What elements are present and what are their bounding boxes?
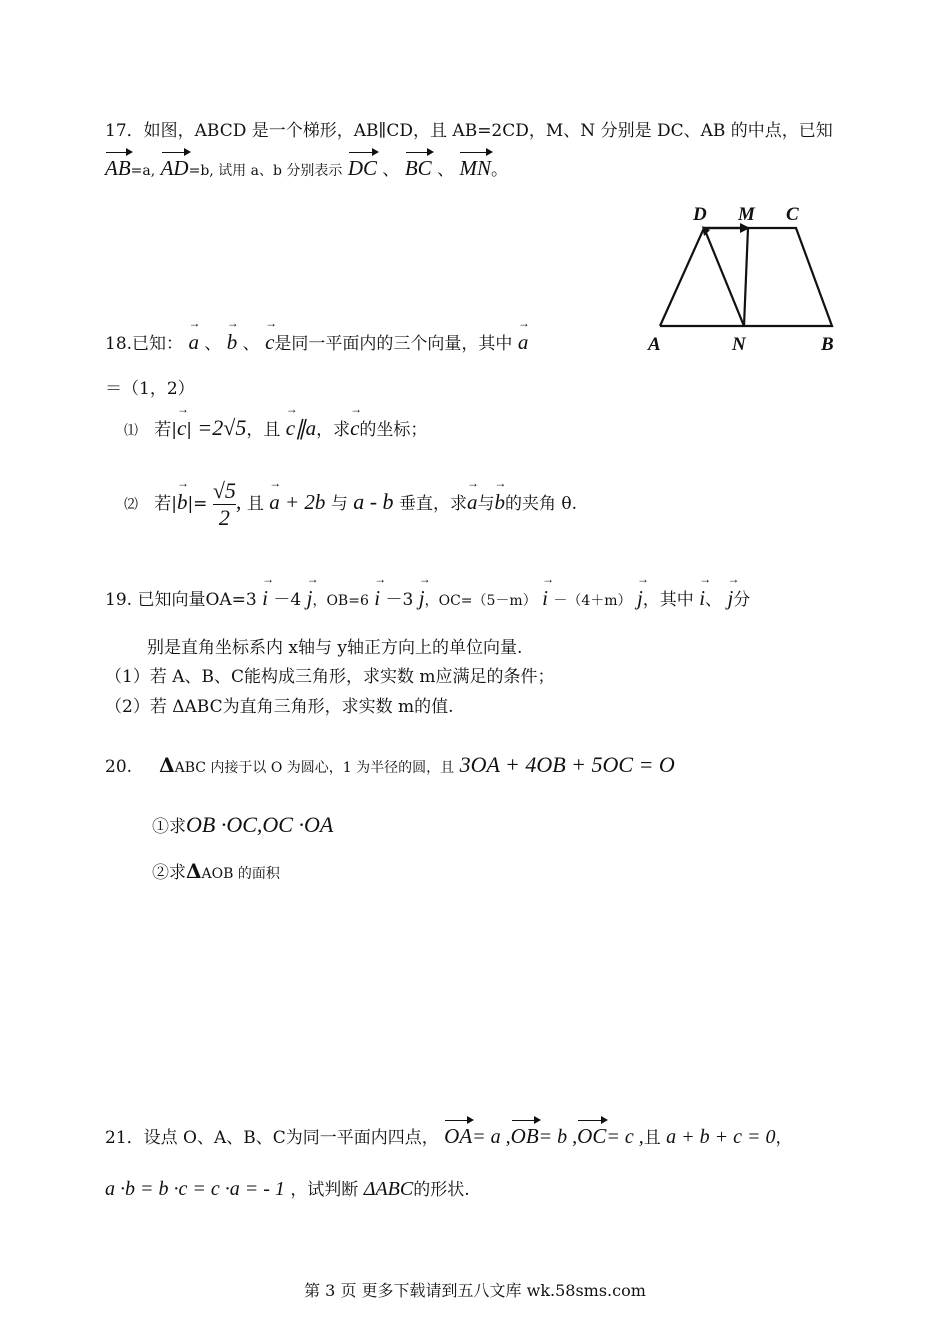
q18-p2-num: ⑵	[124, 497, 138, 513]
q20-p2-text: AOB 的面积	[201, 866, 280, 882]
vector-b3: → b	[494, 482, 505, 515]
vector-a3: → a	[467, 482, 478, 515]
label-d: D	[693, 204, 707, 225]
q18-line1	[105, 322, 528, 355]
q17-line2	[105, 150, 508, 181]
q21-triangle: ΔABC	[363, 1178, 414, 1200]
q21-end: 的形状.	[413, 1180, 470, 1200]
vector-mn: MN	[459, 150, 491, 181]
label-m: M	[738, 204, 755, 225]
vector-a: → a	[188, 322, 199, 355]
q21-line1	[105, 1118, 793, 1149]
unit-i-4: → i	[699, 578, 705, 611]
label-c: C	[786, 204, 799, 225]
triangle-symbol-2: Δ	[186, 859, 202, 883]
q18-sep1: 、	[204, 334, 222, 354]
q21-line2	[105, 1175, 470, 1201]
vector-c: → c	[265, 322, 274, 355]
vector-b: → b	[227, 322, 238, 355]
q18-p2-abs: |=	[187, 494, 208, 514]
q20-part2	[152, 858, 280, 883]
unit-j-2: → j	[419, 578, 425, 611]
q21-sum: a + b + c = 0	[666, 1126, 776, 1148]
q18-p1-if: 若|	[154, 420, 177, 440]
q17-sep1: 、	[382, 160, 400, 180]
unit-j-3: → j	[637, 578, 643, 611]
vector-ab: AB	[105, 150, 131, 181]
q18-part1	[124, 408, 427, 441]
q18-p2-with2: 与	[477, 494, 495, 514]
segment-mn	[744, 228, 748, 326]
unit-i-1: → i	[262, 578, 268, 611]
q18-p1-end: 的坐标；	[359, 420, 428, 440]
vector-b-abs: → b	[177, 482, 188, 515]
label-n: N	[732, 334, 746, 355]
unit-j-4: → j	[727, 578, 733, 611]
q18-line2: ＝（1，2）	[105, 379, 195, 399]
trapezoid-figure	[640, 200, 850, 360]
q18-p1-and: ，且	[246, 420, 281, 440]
q18-p1-val: =2√5	[197, 415, 247, 440]
q20-num: 20.	[105, 757, 133, 777]
q18-text: 是同一平面内的三个向量，其中	[274, 334, 513, 354]
q19-sep: 、	[705, 590, 723, 610]
q20-text: ABC 内接于以 O 为圆心，1 为半径的圆，且	[174, 760, 455, 776]
q21-judge: ，试判断	[290, 1180, 359, 1200]
q18-p2-comma: ,	[235, 489, 242, 514]
q20-part1	[152, 812, 333, 838]
q19-m4: －4	[273, 590, 302, 610]
q17-end: 。	[490, 160, 508, 180]
unit-i-2: → i	[374, 578, 380, 611]
q18-lead: 18.已知：	[105, 334, 184, 354]
q20-p1-expr: OB ·OC,OC ·OA	[186, 812, 334, 837]
q18-sep2: 、	[242, 334, 260, 354]
vector-c3: → c	[350, 408, 359, 441]
q18-p2-end: 的夹角 θ.	[504, 494, 577, 514]
unit-i-3: → i	[542, 578, 548, 611]
q19-ob: ，OB=6	[312, 593, 369, 609]
q20-equation: 3OA + 4OB + 5OC = O	[459, 752, 675, 777]
q19-oc: ，OC=（5－m）	[424, 593, 537, 609]
q21-comma: ，	[775, 1128, 793, 1148]
q18-p1-abs: |	[186, 420, 193, 440]
q18-p1-ask: ，求	[316, 420, 351, 440]
q18-p1-num: ⑴	[124, 423, 138, 439]
q21-eq-a: = a ,	[472, 1126, 511, 1148]
unit-j-1: → j	[307, 578, 313, 611]
q20-p1-label: ①求	[152, 817, 186, 837]
q19-m4m: －（4＋m）	[553, 593, 632, 609]
label-a: A	[648, 334, 661, 355]
q21-dot-products: a ·b = b ·c = c ·a = - 1	[105, 1178, 285, 1200]
q17-eq-a: =a,	[130, 163, 156, 179]
q17-line1: 17．如图，ABCD 是一个梯形，AB∥CD，且 AB=2CD，M、N 分别是 DC、AB 的中点，已知	[105, 121, 833, 141]
q18-p2-with: 与	[330, 494, 348, 514]
vector-parallel: → c∥a	[286, 408, 316, 441]
q18-part2	[124, 478, 577, 531]
segment-dn	[704, 228, 744, 326]
q19-line2: 别是直角坐标系内 x轴与 y轴正方向上的单位向量.	[147, 638, 523, 658]
q18-p2-if: 若|	[154, 494, 177, 514]
q19-where: ，其中	[642, 590, 694, 610]
vector-c-abs: → c	[177, 408, 186, 441]
fraction-den: 2	[218, 505, 230, 530]
fraction-sqrt5-over-2	[213, 478, 236, 531]
page-footer: 第 3 页 更多下载请到五八文库 wk.58sms.com	[304, 1281, 646, 1300]
expr-a-minus-b: a - b	[353, 489, 394, 514]
q21-lead: 21．设点 O、A、B、C为同一平面内四点，	[105, 1128, 439, 1148]
vector-oc: OC	[577, 1118, 606, 1149]
q19-m3: －3	[385, 590, 414, 610]
q18-p2-and: 且	[246, 494, 264, 514]
triangle-symbol: Δ	[159, 753, 175, 777]
vector-a2: → a	[518, 322, 529, 355]
q19-fen: 分	[733, 590, 751, 610]
q20-line1	[105, 752, 675, 778]
q19-part1: （1）若 A、B、C能构成三角形，求实数 m应满足的条件；	[105, 667, 555, 687]
q17-eq-b: =b, 试用 a、b 分别表示	[188, 163, 343, 179]
vector-dc: DC	[348, 150, 377, 181]
q17-sep2: 、	[437, 160, 455, 180]
vector-ad: AD	[161, 150, 189, 181]
q21-eq-b: = b ,	[538, 1126, 578, 1148]
q21-eq-c: = c ,	[606, 1126, 644, 1148]
q19-lead: 19. 已知向量OA=3	[105, 590, 257, 610]
expr-a-plus-2b: → a + 2b	[269, 482, 325, 515]
q19-part2: （2）若 ΔABC为直角三角形，求实数 m的值.	[105, 697, 454, 717]
vector-oa: OA	[444, 1118, 472, 1149]
vector-ob: OB	[511, 1118, 539, 1149]
q20-p2-label: ②求	[152, 863, 186, 883]
vector-bc: BC	[405, 150, 432, 181]
q19-line1	[105, 578, 750, 611]
q21-and: 且	[643, 1128, 661, 1148]
label-b: B	[821, 334, 834, 355]
fraction-num: √5	[212, 478, 236, 503]
q18-p2-perp: 垂直，求	[398, 494, 467, 514]
